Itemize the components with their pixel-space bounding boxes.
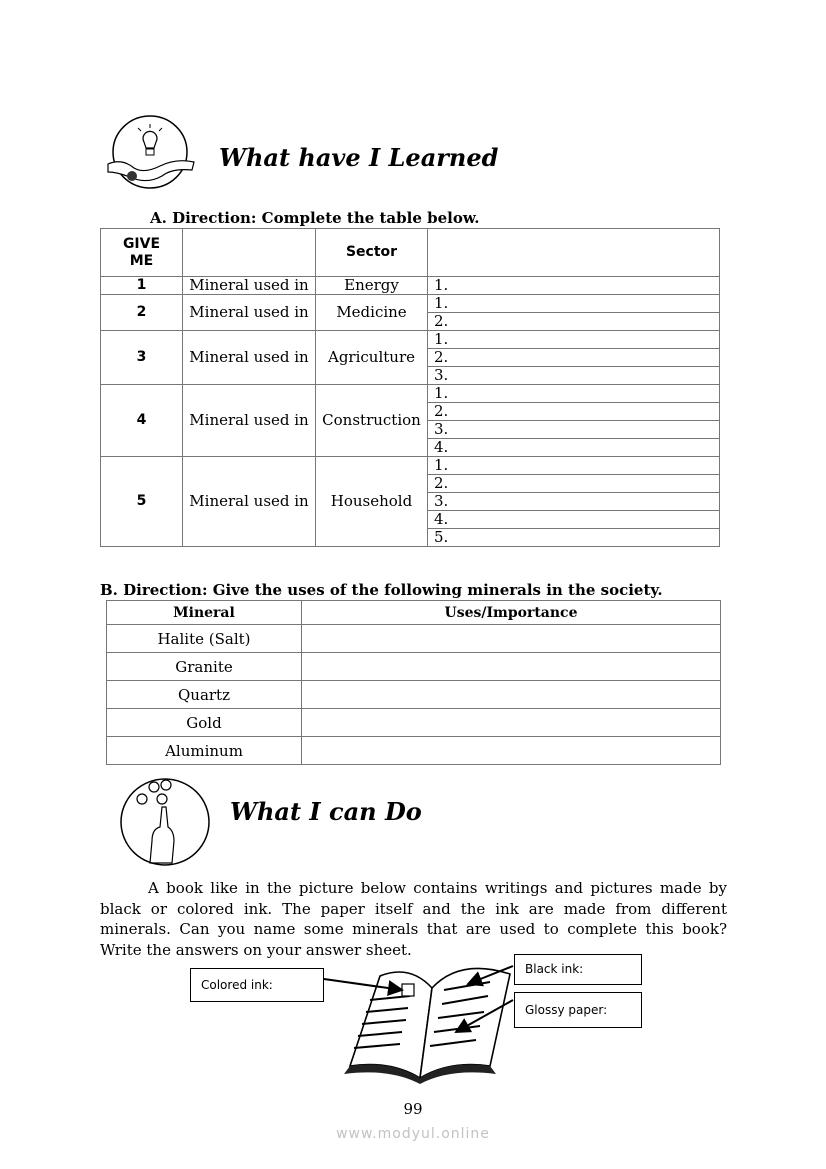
- answer-blank[interactable]: 4.: [428, 439, 720, 457]
- header-give-me: GIVE ME: [101, 229, 183, 277]
- answer-blank[interactable]: 2.: [428, 403, 720, 421]
- mineral-name: Gold: [107, 709, 302, 737]
- answer-blank[interactable]: 1.: [428, 295, 720, 313]
- header-sector: Sector: [316, 229, 428, 277]
- row-number: 1: [101, 277, 183, 295]
- direction-b: B. Direction: Give the uses of the following minerals in the society.: [100, 581, 663, 599]
- watermark: www.modyul.online: [336, 1126, 490, 1142]
- row-label: Mineral used in: [183, 385, 316, 457]
- mineral-name: Quartz: [107, 681, 302, 709]
- answer-blank[interactable]: 5.: [428, 529, 720, 547]
- answer-blank[interactable]: 1.: [428, 331, 720, 349]
- instruction-paragraph: A book like in the picture below contains writings and pictures made by black or colored ink. The paper itself and the ink are made from different minerals. Can you name some minerals that are used to complete this book? Write the answers on your answer sheet.: [100, 879, 727, 960]
- row-number: 4: [101, 385, 183, 457]
- answer-blank[interactable]: 1.: [428, 277, 720, 295]
- row-label: Mineral used in: [183, 331, 316, 385]
- row-sector: Energy: [316, 277, 428, 295]
- answer-blank[interactable]: 3.: [428, 421, 720, 439]
- mineral-name: Halite (Salt): [107, 625, 302, 653]
- row-number: 3: [101, 331, 183, 385]
- answer-blank[interactable]: 2.: [428, 475, 720, 493]
- row-sector: Household: [316, 457, 428, 547]
- row-label: Mineral used in: [183, 457, 316, 547]
- answer-blank[interactable]: 1.: [428, 457, 720, 475]
- answer-blank[interactable]: 4.: [428, 511, 720, 529]
- mineral-name: Granite: [107, 653, 302, 681]
- row-label: Mineral used in: [183, 277, 316, 295]
- section-title-do: What I can Do: [230, 797, 422, 826]
- answer-blank[interactable]: 2.: [428, 313, 720, 331]
- mineral-name: Aluminum: [107, 737, 302, 765]
- header-uses: Uses/Importance: [302, 601, 721, 625]
- header-mineral: Mineral: [107, 601, 302, 625]
- answer-blank[interactable]: 3.: [428, 493, 720, 511]
- section-title-learned: What have I Learned: [219, 143, 499, 172]
- row-sector: Agriculture: [316, 331, 428, 385]
- row-sector: Medicine: [316, 295, 428, 331]
- page-number: 99: [403, 1100, 423, 1118]
- row-number: 2: [101, 295, 183, 331]
- black-ink-box[interactable]: Black ink:: [514, 954, 642, 985]
- row-sector: Construction: [316, 385, 428, 457]
- glossy-paper-box[interactable]: Glossy paper:: [514, 992, 642, 1028]
- row-label: Mineral used in: [183, 295, 316, 331]
- row-number: 5: [101, 457, 183, 547]
- answer-blank[interactable]: 2.: [428, 349, 720, 367]
- answer-blank[interactable]: 3.: [428, 367, 720, 385]
- answer-blank[interactable]: 1.: [428, 385, 720, 403]
- colored-ink-box[interactable]: Colored ink:: [190, 968, 324, 1002]
- direction-a: A. Direction: Complete the table below.: [150, 209, 480, 227]
